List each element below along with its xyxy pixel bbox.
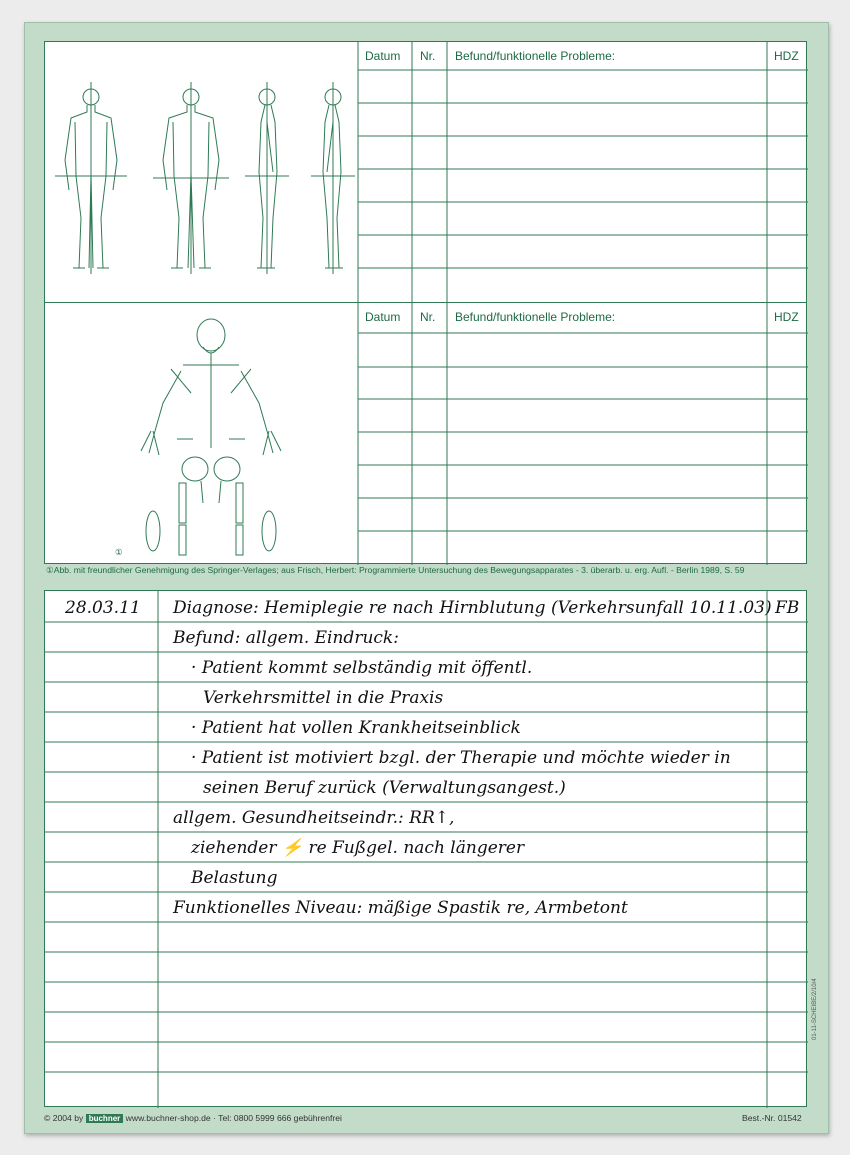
note-line-1: Diagnose: Hemiplegie re nach Hirnblutung (Verkehrsunfall 10.11.03) <box>173 598 772 618</box>
header-hdz-2: HDZ <box>774 310 799 324</box>
note-line-9: ziehender ⚡ re Fußgel. nach längerer <box>191 838 525 858</box>
footer-left <box>44 1113 342 1123</box>
note-line-2: Befund: allgem. Eindruck: <box>173 628 399 648</box>
note-line-3: · Patient kommt selbständig mit öffentl. <box>191 658 533 678</box>
body-chart-panel <box>44 41 807 303</box>
note-line-10: Belastung <box>191 868 278 888</box>
figure-marker: ① <box>115 547 123 557</box>
caption-marker: ① <box>46 565 54 575</box>
footer-copyright: © 2004 by <box>44 1113 84 1123</box>
header-datum: Datum <box>365 49 401 63</box>
header-nr-2: Nr. <box>420 310 436 324</box>
header-befund-2: Befund/funktionelle Probleme: <box>455 310 616 324</box>
note-line-4: Verkehrsmittel in die Praxis <box>203 688 444 708</box>
note-line-8: allgem. Gesundheitseindr.: RR↑, <box>173 808 455 828</box>
header-nr: Nr. <box>420 49 436 63</box>
footer-contact: www.buchner-shop.de · Tel: 0800 5999 666 gebührenfrei <box>125 1113 342 1123</box>
header-befund: Befund/funktionelle Probleme: <box>455 49 616 63</box>
caption-text: Abb. mit freundlicher Genehmigung des Springer-Verlages; aus Frisch, Herbert: Programmierte Untersuchung des Bewegungsapparates - 3. überarb. u. erg. Aufl. - Berlin 1989, S. 59 <box>53 565 745 575</box>
entry-date: 28.03.11 <box>65 598 141 618</box>
notes-panel <box>44 590 807 1107</box>
table-grid-2 <box>45 303 808 565</box>
note-line-11: Funktionelles Niveau: mäßige Spastik re, Armbetont <box>173 898 628 918</box>
note-line-5: · Patient hat vollen Krankheitseinblick <box>191 718 521 738</box>
brand-logo: buchner <box>86 1114 124 1123</box>
side-code: 01-11-SCHEIBE/2/10/4 <box>812 978 818 1040</box>
entry-initials: FB <box>775 598 800 618</box>
table-grid-1 <box>45 42 808 304</box>
header-hdz: HDZ <box>774 49 799 63</box>
footer-order-no: Best.-Nr. 01542 <box>742 1113 802 1123</box>
note-line-7: seinen Beruf zurück (Verwaltungsangest.) <box>203 778 566 798</box>
copyright-caption <box>46 565 744 576</box>
note-line-6: · Patient ist motiviert bzgl. der Therapie und möchte wieder in <box>191 748 731 768</box>
skeleton-chart-panel <box>44 302 807 564</box>
header-datum-2: Datum <box>365 310 401 324</box>
